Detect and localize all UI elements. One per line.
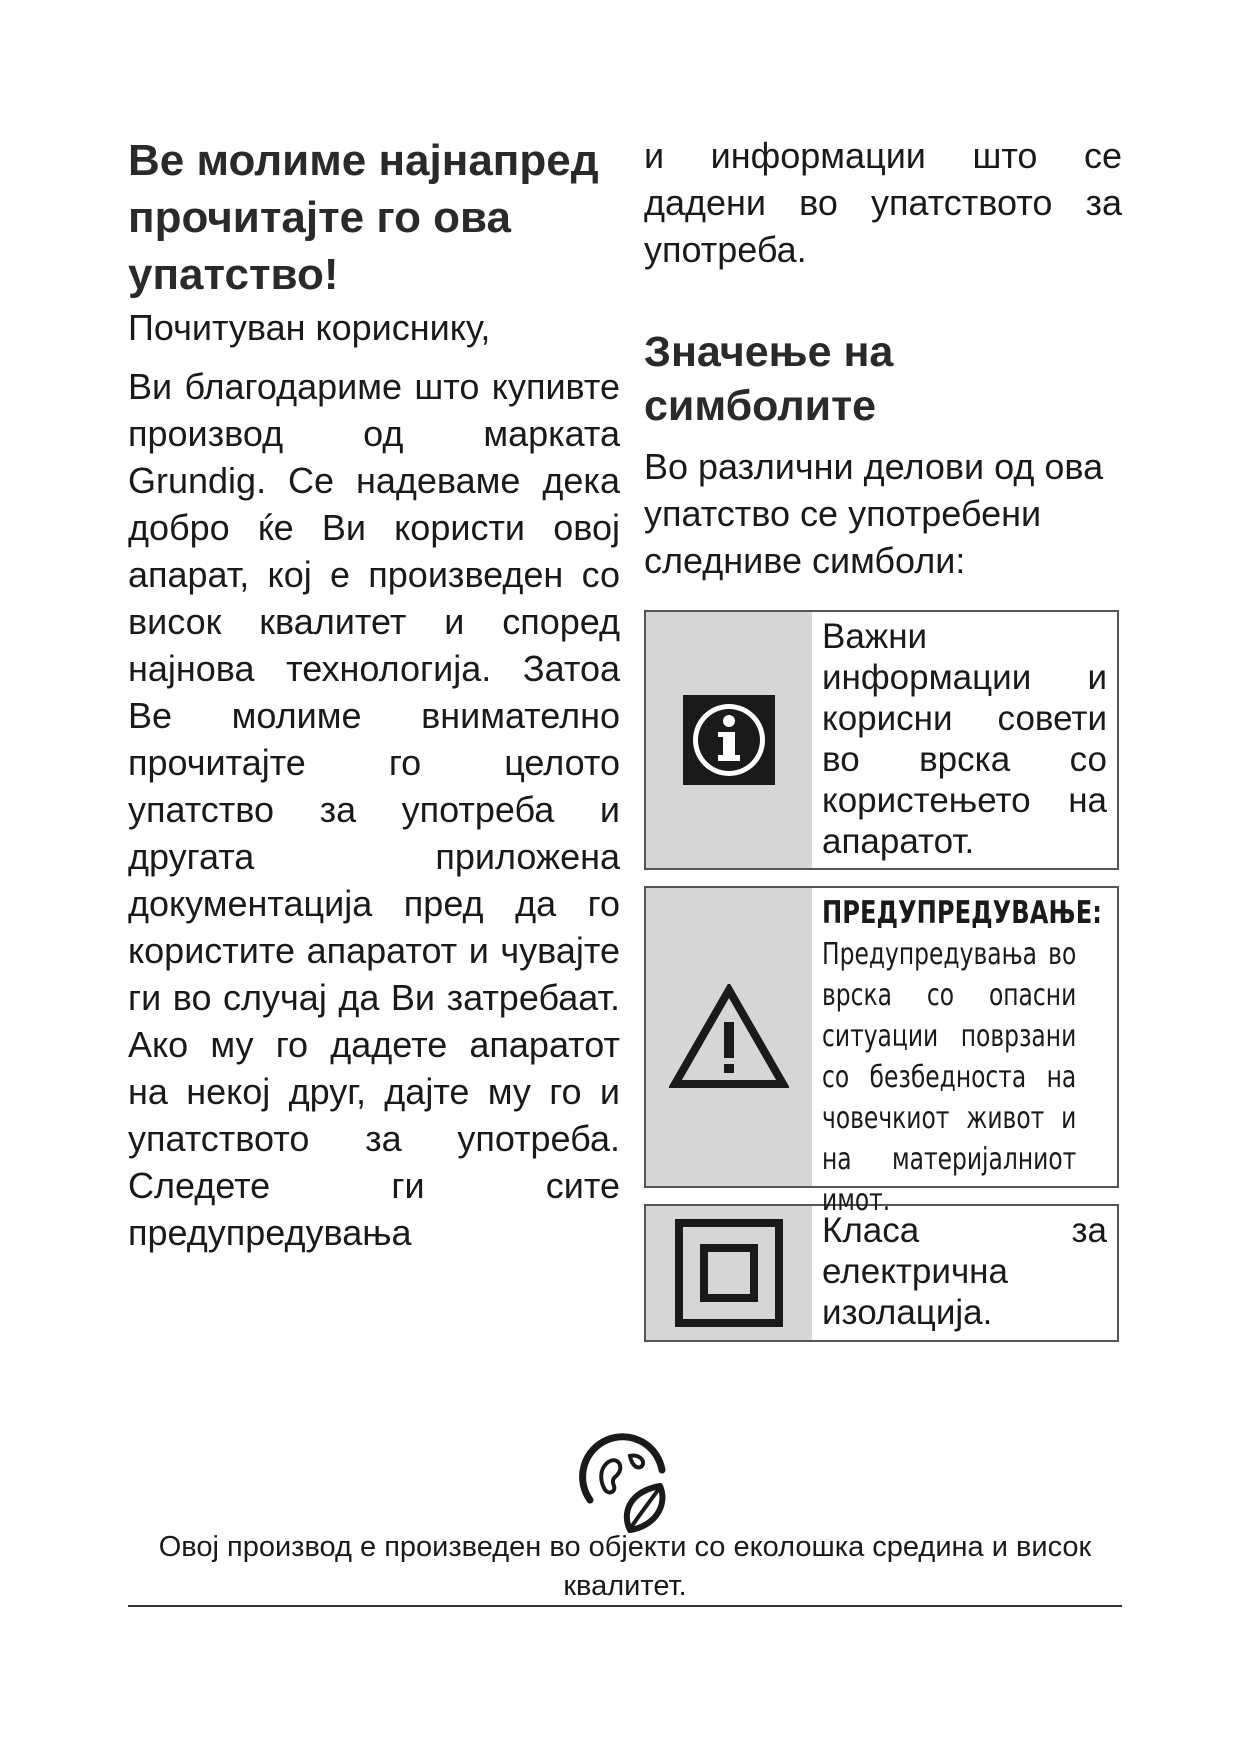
symbol-icon-cell (646, 1206, 812, 1340)
info-icon (683, 695, 775, 785)
symbols-heading: Значење на симболите (644, 328, 894, 430)
greeting: Почитуван кориснику, (128, 307, 491, 348)
symbol-icon-cell (646, 612, 812, 868)
symbol-text-cell (812, 1206, 1117, 1340)
symbol-warning-text: Предупредувања во врска со опасни ситуации поврзани со безбедноста на човечкиот живот и на материјалниот имот. (822, 937, 1077, 1218)
warning-triangle-icon (669, 984, 789, 1090)
footer-text: Овој производ е произведен во објекти со еколошка средина и висок квалитет. (158, 1531, 1092, 1602)
class-ii-insulation-icon (674, 1218, 784, 1328)
symbols-intro: Во различни делови од ова упатство се употребени следниве симболи: (644, 446, 1104, 581)
footer-divider (128, 1605, 1122, 1607)
symbol-insulation-text: Класа за електрична изолација. (822, 1211, 1107, 1332)
left-column (128, 132, 620, 1256)
symbol-row-info (644, 610, 1119, 870)
symbol-info-text: Важни информации и корисни совети во врска со користењето на апаратот. (822, 617, 1107, 861)
intro-paragraph: Ви благодариме што купивте производ од марката Grundig. Се надеваме дека добро ќе Ви користи овој апарат, кој е произведен со висок квалитет и според најнова технологија. Затоа Ве молиме внимателно прочитајте го целото упатство за употреба и другата приложена документација пред да го користите апаратот и чувајте ги во случај да Ви затребаат. Ако му го дадете апаратот на некој друг, дајте му го и упатството за употреба. Следете ги сите предупредувања (128, 366, 620, 1253)
eco-globe-leaf-icon (570, 1430, 680, 1540)
footer (128, 1430, 1122, 1606)
symbol-row-insulation (644, 1204, 1119, 1342)
right-column (644, 132, 1128, 1358)
symbol-row-warning (644, 886, 1119, 1218)
page-title: Ве молиме најнапред прочитајте го ова упатство! (128, 136, 599, 299)
symbol-icon-cell (646, 888, 812, 1186)
symbol-text-cell (812, 612, 1117, 868)
symbol-text-cell (812, 888, 1191, 1218)
warning-title: ПРЕДУПРЕДУВАЊЕ: (822, 895, 1102, 931)
intro-paragraph-continued: и информации што се дадени во упатството за употреба. (644, 135, 1122, 270)
